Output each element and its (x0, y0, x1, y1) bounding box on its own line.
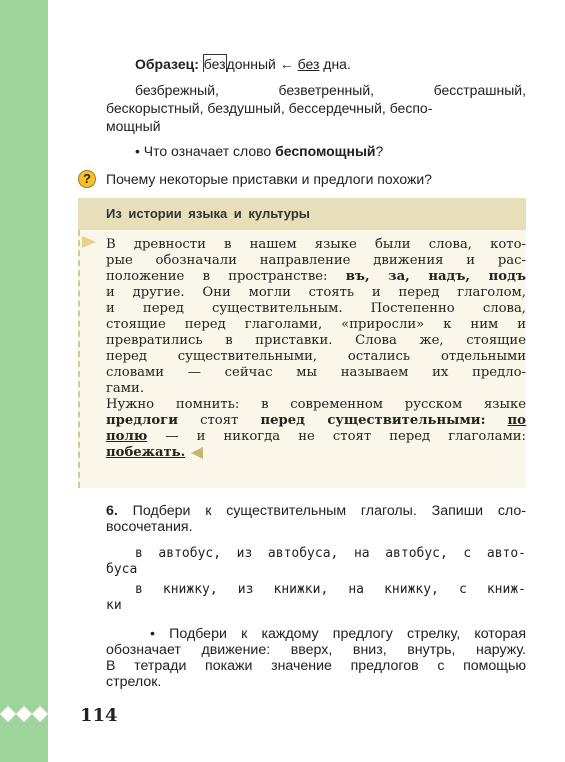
history-line: рые обозначали направление движения и рас- (106, 253, 526, 268)
arrow-right-icon (82, 236, 96, 248)
rule-example: побежать. (106, 445, 186, 460)
history-header (78, 198, 526, 230)
bullet: • (135, 143, 140, 159)
subtask-line: В тетради покажи значение предлогов с помощью (106, 658, 526, 674)
subtask-line: • Подбери к каждому предлогу стрелку, которая (150, 626, 526, 642)
rule-keyword: предлоги (106, 413, 179, 428)
task-6 (106, 503, 526, 535)
question-text: Что означает слово (143, 143, 276, 159)
example-line: ки (106, 598, 122, 613)
history-line: превратились в приставки. Слова же, стоящие (106, 333, 526, 348)
rule-keyword: перед существительными: (260, 413, 486, 428)
history-text (106, 237, 526, 461)
rule-text: стоят (178, 413, 261, 428)
sample-word-rest: донный (226, 56, 276, 72)
arrow-left-icon (191, 447, 203, 459)
history-line: перед существительными, остались отдельными (106, 349, 526, 364)
rule-line (106, 445, 526, 461)
history-line-text: положение в пространстве: (106, 269, 328, 284)
question-prefixes: Почему некоторые приставки и предлоги похожи? (106, 171, 432, 187)
question-meaning (135, 143, 383, 159)
rule-example: полю (106, 429, 148, 444)
word-list-line-2: бескорыстный, бездушный, бессердечный, беспо- (106, 100, 433, 116)
rule-example: по (507, 413, 526, 428)
sample-label: Образец: (135, 56, 199, 72)
task-number: 6. (106, 503, 118, 519)
word-list-item: бесстрашный, (433, 82, 526, 98)
example-line: в книжку, из книжки, на книжку, с книж- (135, 582, 526, 597)
page-margin-bar (0, 0, 48, 762)
word-list-line-1 (135, 82, 526, 98)
question-keyword: беспомощный (275, 143, 376, 159)
rule-line (106, 429, 526, 445)
history-line: Нужно помнить: в современном русском языке (106, 397, 526, 412)
question-mark: ? (375, 143, 384, 159)
task-line (106, 503, 526, 519)
task-line: восочетания. (106, 519, 193, 535)
diamond-ornament-icon (0, 704, 50, 724)
history-title: Из истории языка и культуры (106, 206, 310, 221)
subtask-line: стрелок. (106, 674, 162, 690)
history-line: словами — сейчас мы называем их предло- (106, 365, 526, 380)
page-number: 114 (80, 705, 118, 726)
task-6-subtask (106, 626, 526, 690)
example-line: буса (106, 562, 138, 577)
old-words: въ, за, надъ, подъ (345, 269, 526, 284)
history-line: и перед существительным. Постепенно слова, (106, 301, 526, 316)
history-line: В древности в нашем языке были слова, кото- (106, 237, 526, 252)
subtask-line: обозначает движение: вверх, вниз, внутрь, наружу. (106, 642, 526, 658)
word-list-item: безветренный, (278, 82, 375, 98)
word-list-item: безбрежный, (135, 82, 219, 98)
question-icon: ? (78, 170, 96, 188)
history-line (106, 269, 526, 285)
sample-line (135, 56, 351, 72)
sample-tail: дна. (319, 56, 351, 72)
history-line: стоящие перед глаголами, «приросли» к ним и (106, 317, 526, 332)
sample-word-root: без (203, 56, 226, 72)
history-line: гами. (106, 381, 145, 396)
sample-prefix: без (297, 56, 320, 72)
word-list-line-3: мощный (106, 118, 161, 134)
task-text: Подбери к существительным глаголы. Запиши сло- (132, 503, 526, 519)
rule-line (106, 413, 526, 429)
history-line: и другие. Они могли стоять и перед глаголом, (106, 285, 526, 300)
task-examples (106, 546, 526, 614)
derivation-arrow-icon: ← (279, 56, 294, 72)
example-line: в автобус, из автобуса, на автобус, с авто- (135, 546, 526, 561)
rule-text: — и никогда не стоят перед глаголами: (147, 429, 526, 444)
